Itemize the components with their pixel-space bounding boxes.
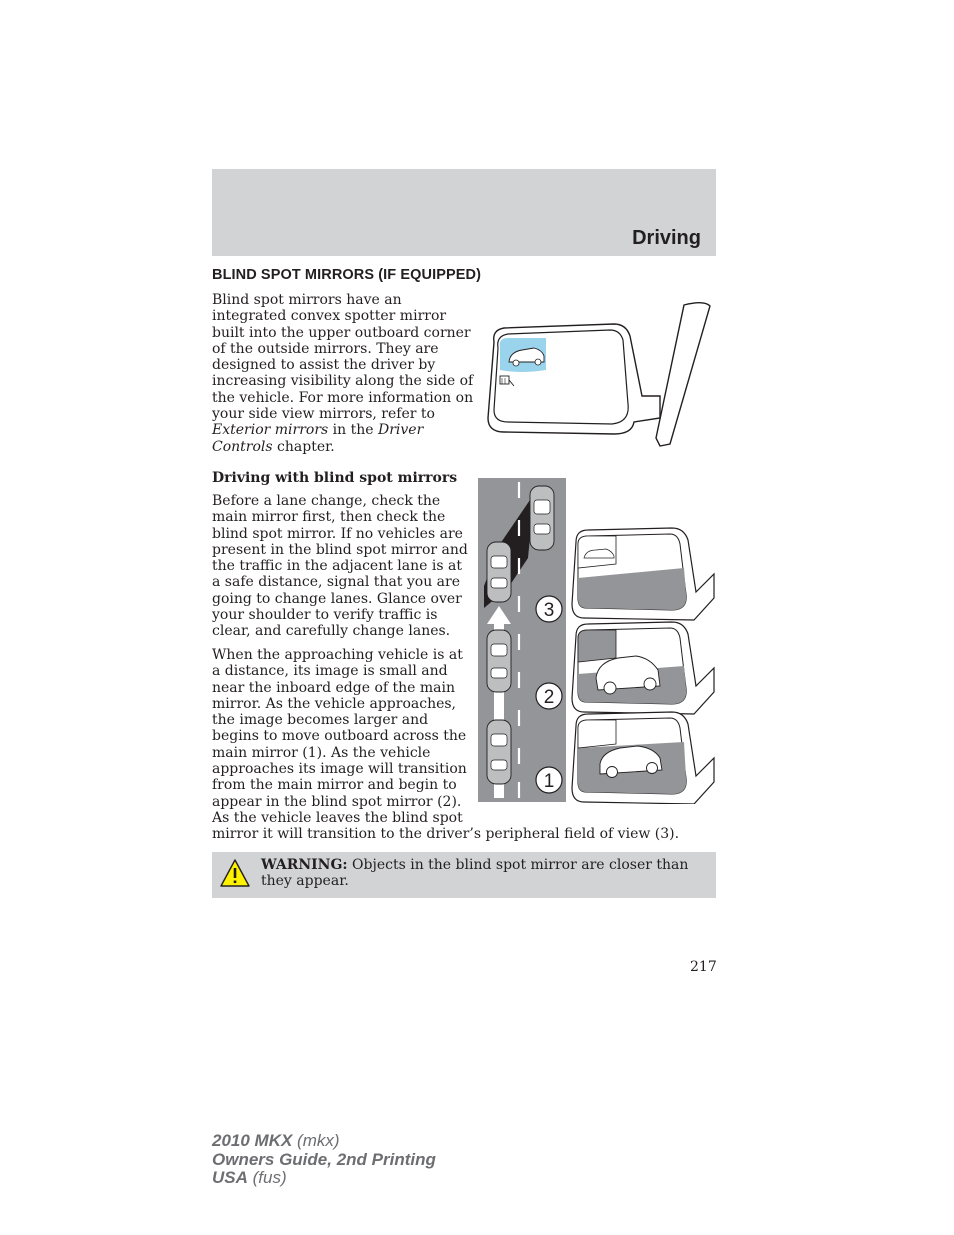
page-number: 217 [690, 959, 717, 975]
paragraph-line: present in the blind spot mirror and [212, 541, 468, 558]
intro-line: increasing visibility along the side of [212, 373, 474, 390]
warning-icon [220, 858, 250, 888]
paragraph-line: main mirror (1). As the vehicle [212, 744, 431, 761]
footer-region-code: (fus) [247, 1168, 287, 1187]
paragraph-line: from the main mirror and begin to [212, 777, 457, 794]
footer-region: USA [212, 1168, 248, 1187]
position-label-2: 2 [543, 687, 555, 708]
paragraph-line: main mirror first, then check the [212, 509, 446, 526]
paragraph-line: the traffic in the adjacent lane is at [212, 558, 462, 575]
paragraph-line: the image becomes larger and [212, 712, 429, 729]
intro-line [212, 439, 473, 455]
intro-paragraph [212, 292, 473, 455]
paragraph-line: mirror it will transition to the driver’s peripheral field of view (3). [212, 826, 680, 843]
warning-text [261, 857, 711, 890]
driver-controls-reference-a: Driver [378, 422, 424, 439]
intro-line: integrated convex spotter mirror [212, 308, 447, 325]
intro-line: of the outside mirrors. They are [212, 340, 439, 357]
intro-ref-mid: in the [328, 422, 378, 439]
intro-line: designed to assist the driver by [212, 357, 436, 374]
position-label-1: 1 [543, 771, 555, 792]
driver-controls-reference-b: Controls [212, 438, 273, 455]
paragraph-line: clear, and carefully change lanes. [212, 623, 451, 640]
lane-change-paragraph [212, 493, 468, 640]
footer-model: 2010 MKX [212, 1131, 293, 1150]
paragraph-line: begins to move outboard across the [212, 728, 467, 745]
mirror-view-1 [572, 712, 714, 804]
mirror-view-3 [572, 528, 714, 620]
mirror-view-2 [572, 622, 714, 714]
page-title: Driving [632, 227, 701, 249]
paragraph-line: a safe distance, signal that you are [212, 574, 460, 591]
warning-message: Objects in the blind spot mirror are closer than they appear. [261, 857, 689, 890]
position-label-3: 3 [543, 600, 555, 621]
side-mirror-illustration [484, 300, 716, 450]
intro-line: built into the upper outboard corner [212, 324, 471, 341]
paragraph-line: As the vehicle leaves the blind spot [212, 809, 463, 826]
lane-change-diagram [478, 478, 568, 802]
intro-line: the vehicle. For more information on [212, 389, 474, 406]
footer [212, 1132, 436, 1188]
section-heading: BLIND SPOT MIRRORS (IF EQUIPPED) [212, 267, 482, 283]
intro-line: your side view mirrors, refer to [212, 406, 435, 423]
footer-guide: Owners Guide, 2nd Printing [212, 1149, 436, 1169]
driving-subheading: Driving with blind spot mirrors [212, 470, 458, 486]
footer-line-region [212, 1169, 436, 1188]
intro-line [212, 422, 473, 438]
paragraph-line: your shoulder to verify traffic is [212, 607, 438, 624]
paragraph-line: When the approaching vehicle is at [212, 647, 463, 663]
header-band [212, 169, 716, 256]
warning-box [212, 852, 716, 898]
intro-ref-end: chapter. [272, 438, 335, 455]
warning-label: WARNING: [261, 857, 348, 873]
exterior-mirrors-reference: Exterior mirrors [212, 422, 329, 439]
paragraph-line: appear in the blind spot mirror (2). [212, 793, 462, 810]
intro-line: Blind spot mirrors have an [212, 292, 402, 308]
paragraph-line: mirror. As the vehicle approaches, [212, 695, 457, 712]
paragraph-line: Before a lane change, check the [212, 493, 441, 509]
mirror-views-illustration [568, 524, 716, 804]
footer-model-code: (mkx) [292, 1131, 340, 1150]
paragraph-line: blind spot mirror. If no vehicles are [212, 525, 463, 542]
paragraph-line: approaches its image will transition [212, 761, 467, 778]
paragraph-line: going to change lanes. Glance over [212, 590, 462, 607]
paragraph-line: a distance, its image is small and [212, 663, 448, 680]
footer-line-model [212, 1132, 436, 1151]
paragraph-line: near the inboard edge of the main [212, 679, 456, 696]
